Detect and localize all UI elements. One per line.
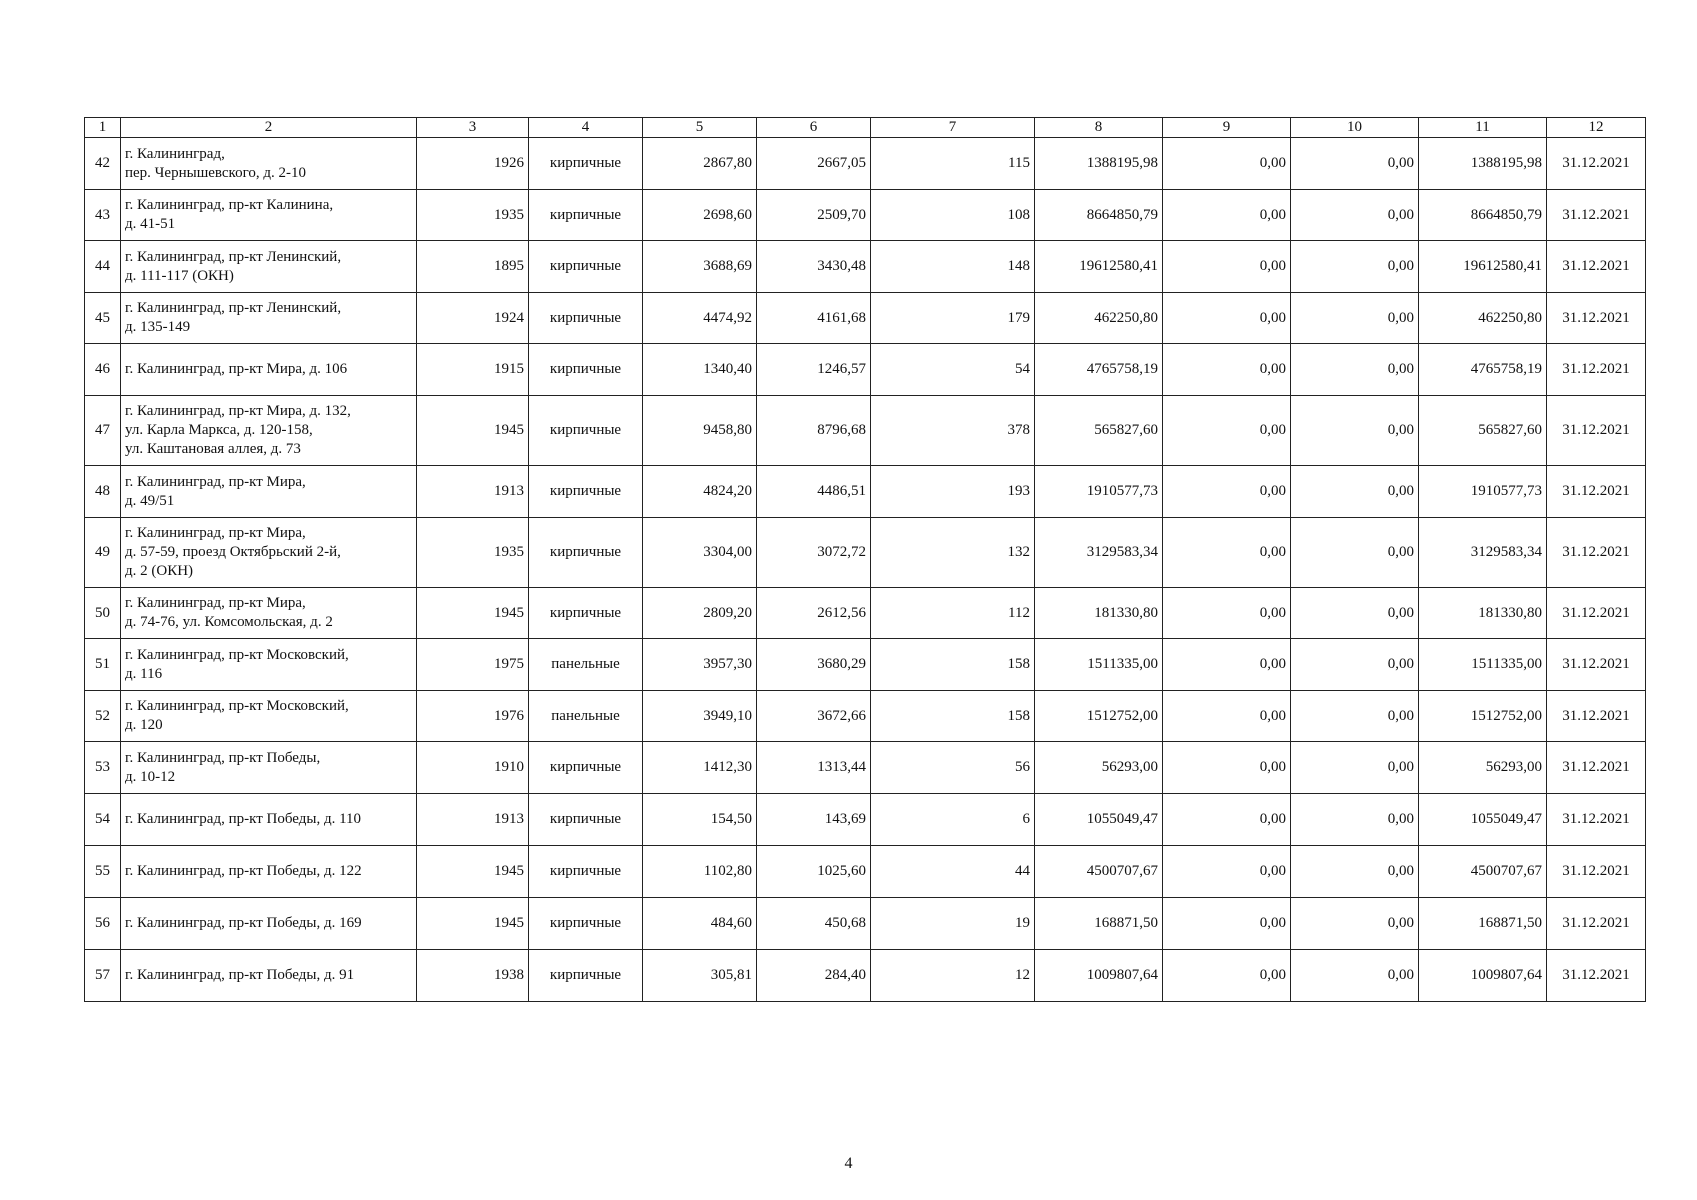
- date-cell: 31.12.2021: [1547, 794, 1646, 846]
- year-cell: 1935: [417, 190, 529, 241]
- count-cell: 6: [871, 794, 1035, 846]
- material-cell: кирпичные: [529, 950, 643, 1002]
- row-number-cell: 51: [85, 639, 121, 691]
- count-cell: 378: [871, 396, 1035, 466]
- amount-cell: 3129583,34: [1419, 518, 1547, 588]
- amount-cell: 0,00: [1163, 344, 1291, 396]
- material-cell: кирпичные: [529, 190, 643, 241]
- address-cell: г. Калининград, пр-кт Московский, д. 120: [121, 691, 417, 742]
- year-cell: 1945: [417, 396, 529, 466]
- amount-cell: 0,00: [1291, 466, 1419, 518]
- material-cell: кирпичные: [529, 396, 643, 466]
- amount-cell: 1910577,73: [1419, 466, 1547, 518]
- column-header: 2: [121, 118, 417, 138]
- date-cell: 31.12.2021: [1547, 742, 1646, 794]
- amount-cell: 0,00: [1163, 241, 1291, 293]
- column-header: 12: [1547, 118, 1646, 138]
- area-cell: 2612,56: [757, 588, 871, 639]
- count-cell: 56: [871, 742, 1035, 794]
- amount-cell: 0,00: [1291, 898, 1419, 950]
- area-cell: 3430,48: [757, 241, 871, 293]
- amount-cell: 1511335,00: [1419, 639, 1547, 691]
- date-cell: 31.12.2021: [1547, 898, 1646, 950]
- column-header: 1: [85, 118, 121, 138]
- address-cell: г. Калининград, пр-кт Мира, д. 132, ул. Карла Маркса, д. 120-158, ул. Каштановая аллея, д. 73: [121, 396, 417, 466]
- date-cell: 31.12.2021: [1547, 138, 1646, 190]
- area-cell: 284,40: [757, 950, 871, 1002]
- amount-cell: 0,00: [1291, 138, 1419, 190]
- table-row: [85, 293, 1646, 344]
- year-cell: 1976: [417, 691, 529, 742]
- amount-cell: 0,00: [1291, 396, 1419, 466]
- area-cell: 4486,51: [757, 466, 871, 518]
- amount-cell: 4500707,67: [1419, 846, 1547, 898]
- amount-cell: 1512752,00: [1419, 691, 1547, 742]
- date-cell: 31.12.2021: [1547, 241, 1646, 293]
- amount-cell: 0,00: [1163, 588, 1291, 639]
- amount-cell: 0,00: [1291, 190, 1419, 241]
- amount-cell: 0,00: [1163, 846, 1291, 898]
- area-cell: 1246,57: [757, 344, 871, 396]
- material-cell: кирпичные: [529, 846, 643, 898]
- area-cell: 3672,66: [757, 691, 871, 742]
- table-row: [85, 691, 1646, 742]
- amount-cell: 0,00: [1291, 691, 1419, 742]
- year-cell: 1975: [417, 639, 529, 691]
- amount-cell: 0,00: [1163, 293, 1291, 344]
- area-cell: 2809,20: [643, 588, 757, 639]
- address-cell: г. Калининград, пр-кт Ленинский, д. 135-149: [121, 293, 417, 344]
- area-cell: 1313,44: [757, 742, 871, 794]
- amount-cell: 1511335,00: [1035, 639, 1163, 691]
- table-body: [85, 138, 1646, 1002]
- count-cell: 148: [871, 241, 1035, 293]
- area-cell: 3688,69: [643, 241, 757, 293]
- material-cell: панельные: [529, 691, 643, 742]
- amount-cell: 0,00: [1163, 466, 1291, 518]
- material-cell: панельные: [529, 639, 643, 691]
- address-cell: г. Калининград, пр-кт Победы, д. 91: [121, 950, 417, 1002]
- area-cell: 1340,40: [643, 344, 757, 396]
- amount-cell: 4765758,19: [1035, 344, 1163, 396]
- amount-cell: 0,00: [1163, 190, 1291, 241]
- address-cell: г. Калининград, пр-кт Ленинский, д. 111-117 (ОКН): [121, 241, 417, 293]
- table-row: [85, 742, 1646, 794]
- amount-cell: 0,00: [1163, 518, 1291, 588]
- area-cell: 4161,68: [757, 293, 871, 344]
- year-cell: 1910: [417, 742, 529, 794]
- amount-cell: 0,00: [1291, 950, 1419, 1002]
- amount-cell: 0,00: [1291, 639, 1419, 691]
- amount-cell: 4765758,19: [1419, 344, 1547, 396]
- housing-table: [84, 117, 1646, 1002]
- year-cell: 1924: [417, 293, 529, 344]
- table-row: [85, 950, 1646, 1002]
- year-cell: 1945: [417, 588, 529, 639]
- amount-cell: 4500707,67: [1035, 846, 1163, 898]
- area-cell: 3949,10: [643, 691, 757, 742]
- area-cell: 143,69: [757, 794, 871, 846]
- row-number-cell: 56: [85, 898, 121, 950]
- year-cell: 1935: [417, 518, 529, 588]
- amount-cell: 8664850,79: [1035, 190, 1163, 241]
- year-cell: 1913: [417, 466, 529, 518]
- table-row: [85, 639, 1646, 691]
- column-header: 10: [1291, 118, 1419, 138]
- amount-cell: 168871,50: [1035, 898, 1163, 950]
- area-cell: 9458,80: [643, 396, 757, 466]
- amount-cell: 565827,60: [1419, 396, 1547, 466]
- amount-cell: 0,00: [1163, 742, 1291, 794]
- row-number-cell: 47: [85, 396, 121, 466]
- row-number-cell: 48: [85, 466, 121, 518]
- count-cell: 158: [871, 639, 1035, 691]
- amount-cell: 56293,00: [1035, 742, 1163, 794]
- area-cell: 1102,80: [643, 846, 757, 898]
- row-number-cell: 45: [85, 293, 121, 344]
- material-cell: кирпичные: [529, 588, 643, 639]
- row-number-cell: 55: [85, 846, 121, 898]
- amount-cell: 1055049,47: [1035, 794, 1163, 846]
- amount-cell: 0,00: [1291, 518, 1419, 588]
- column-header: 6: [757, 118, 871, 138]
- amount-cell: 181330,80: [1035, 588, 1163, 639]
- amount-cell: 1055049,47: [1419, 794, 1547, 846]
- year-cell: 1926: [417, 138, 529, 190]
- table-row: [85, 898, 1646, 950]
- material-cell: кирпичные: [529, 794, 643, 846]
- row-number-cell: 43: [85, 190, 121, 241]
- row-number-cell: 42: [85, 138, 121, 190]
- count-cell: 19: [871, 898, 1035, 950]
- table-row: [85, 241, 1646, 293]
- area-cell: 3957,30: [643, 639, 757, 691]
- table-row: [85, 518, 1646, 588]
- row-number-cell: 54: [85, 794, 121, 846]
- count-cell: 132: [871, 518, 1035, 588]
- column-header: 5: [643, 118, 757, 138]
- amount-cell: 181330,80: [1419, 588, 1547, 639]
- amount-cell: 19612580,41: [1419, 241, 1547, 293]
- amount-cell: 462250,80: [1035, 293, 1163, 344]
- header-row: [85, 118, 1646, 138]
- amount-cell: 0,00: [1163, 898, 1291, 950]
- address-cell: г. Калининград, пр-кт Победы, д. 169: [121, 898, 417, 950]
- count-cell: 193: [871, 466, 1035, 518]
- date-cell: 31.12.2021: [1547, 639, 1646, 691]
- area-cell: 2867,80: [643, 138, 757, 190]
- amount-cell: 0,00: [1163, 950, 1291, 1002]
- amount-cell: 0,00: [1291, 846, 1419, 898]
- date-cell: 31.12.2021: [1547, 293, 1646, 344]
- area-cell: 3680,29: [757, 639, 871, 691]
- area-cell: 484,60: [643, 898, 757, 950]
- address-cell: г. Калининград, пр-кт Мира, д. 57-59, проезд Октябрьский 2-й, д. 2 (ОКН): [121, 518, 417, 588]
- amount-cell: 0,00: [1163, 691, 1291, 742]
- date-cell: 31.12.2021: [1547, 190, 1646, 241]
- material-cell: кирпичные: [529, 293, 643, 344]
- column-header: 4: [529, 118, 643, 138]
- table-row: [85, 846, 1646, 898]
- area-cell: 2509,70: [757, 190, 871, 241]
- address-cell: г. Калининград, пр-кт Победы, д. 110: [121, 794, 417, 846]
- area-cell: 2698,60: [643, 190, 757, 241]
- amount-cell: 19612580,41: [1035, 241, 1163, 293]
- amount-cell: 565827,60: [1035, 396, 1163, 466]
- address-cell: г. Калининград, пер. Чернышевского, д. 2-10: [121, 138, 417, 190]
- address-cell: г. Калининград, пр-кт Мира, д. 49/51: [121, 466, 417, 518]
- count-cell: 112: [871, 588, 1035, 639]
- amount-cell: 0,00: [1163, 138, 1291, 190]
- column-header: 7: [871, 118, 1035, 138]
- area-cell: 1025,60: [757, 846, 871, 898]
- material-cell: кирпичные: [529, 898, 643, 950]
- amount-cell: 1388195,98: [1419, 138, 1547, 190]
- amount-cell: 0,00: [1291, 742, 1419, 794]
- count-cell: 44: [871, 846, 1035, 898]
- amount-cell: 1910577,73: [1035, 466, 1163, 518]
- row-number-cell: 53: [85, 742, 121, 794]
- date-cell: 31.12.2021: [1547, 466, 1646, 518]
- amount-cell: 0,00: [1291, 588, 1419, 639]
- year-cell: 1895: [417, 241, 529, 293]
- amount-cell: 0,00: [1291, 344, 1419, 396]
- date-cell: 31.12.2021: [1547, 518, 1646, 588]
- row-number-cell: 50: [85, 588, 121, 639]
- date-cell: 31.12.2021: [1547, 396, 1646, 466]
- address-cell: г. Калининград, пр-кт Мира, д. 106: [121, 344, 417, 396]
- amount-cell: 1009807,64: [1035, 950, 1163, 1002]
- area-cell: 450,68: [757, 898, 871, 950]
- area-cell: 3072,72: [757, 518, 871, 588]
- amount-cell: 168871,50: [1419, 898, 1547, 950]
- amount-cell: 1009807,64: [1419, 950, 1547, 1002]
- count-cell: 179: [871, 293, 1035, 344]
- amount-cell: 3129583,34: [1035, 518, 1163, 588]
- amount-cell: 0,00: [1163, 794, 1291, 846]
- material-cell: кирпичные: [529, 466, 643, 518]
- amount-cell: 0,00: [1291, 241, 1419, 293]
- column-header: 9: [1163, 118, 1291, 138]
- count-cell: 115: [871, 138, 1035, 190]
- material-cell: кирпичные: [529, 241, 643, 293]
- area-cell: 4824,20: [643, 466, 757, 518]
- amount-cell: 1388195,98: [1035, 138, 1163, 190]
- page-number: 4: [844, 1155, 853, 1172]
- table-row: [85, 396, 1646, 466]
- year-cell: 1938: [417, 950, 529, 1002]
- date-cell: 31.12.2021: [1547, 846, 1646, 898]
- amount-cell: 56293,00: [1419, 742, 1547, 794]
- year-cell: 1945: [417, 846, 529, 898]
- date-cell: 31.12.2021: [1547, 588, 1646, 639]
- row-number-cell: 52: [85, 691, 121, 742]
- area-cell: 1412,30: [643, 742, 757, 794]
- area-cell: 8796,68: [757, 396, 871, 466]
- year-cell: 1945: [417, 898, 529, 950]
- address-cell: г. Калининград, пр-кт Мира, д. 74-76, ул. Комсомольская, д. 2: [121, 588, 417, 639]
- date-cell: 31.12.2021: [1547, 344, 1646, 396]
- area-cell: 305,81: [643, 950, 757, 1002]
- area-cell: 4474,92: [643, 293, 757, 344]
- amount-cell: 462250,80: [1419, 293, 1547, 344]
- amount-cell: 0,00: [1163, 396, 1291, 466]
- date-cell: 31.12.2021: [1547, 691, 1646, 742]
- row-number-cell: 49: [85, 518, 121, 588]
- address-cell: г. Калининград, пр-кт Победы, д. 122: [121, 846, 417, 898]
- material-cell: кирпичные: [529, 518, 643, 588]
- material-cell: кирпичные: [529, 138, 643, 190]
- count-cell: 12: [871, 950, 1035, 1002]
- amount-cell: 0,00: [1291, 293, 1419, 344]
- material-cell: кирпичные: [529, 742, 643, 794]
- table-row: [85, 794, 1646, 846]
- address-cell: г. Калининград, пр-кт Калинина, д. 41-51: [121, 190, 417, 241]
- amount-cell: 0,00: [1163, 639, 1291, 691]
- table-row: [85, 138, 1646, 190]
- table-row: [85, 190, 1646, 241]
- amount-cell: 0,00: [1291, 794, 1419, 846]
- row-number-cell: 57: [85, 950, 121, 1002]
- table-row: [85, 344, 1646, 396]
- material-cell: кирпичные: [529, 344, 643, 396]
- area-cell: 3304,00: [643, 518, 757, 588]
- table-row: [85, 466, 1646, 518]
- count-cell: 158: [871, 691, 1035, 742]
- column-header: 3: [417, 118, 529, 138]
- count-cell: 54: [871, 344, 1035, 396]
- table-row: [85, 588, 1646, 639]
- amount-cell: 1512752,00: [1035, 691, 1163, 742]
- date-cell: 31.12.2021: [1547, 950, 1646, 1002]
- area-cell: 2667,05: [757, 138, 871, 190]
- column-header: 8: [1035, 118, 1163, 138]
- year-cell: 1915: [417, 344, 529, 396]
- area-cell: 154,50: [643, 794, 757, 846]
- address-cell: г. Калининград, пр-кт Победы, д. 10-12: [121, 742, 417, 794]
- amount-cell: 8664850,79: [1419, 190, 1547, 241]
- address-cell: г. Калининград, пр-кт Московский, д. 116: [121, 639, 417, 691]
- count-cell: 108: [871, 190, 1035, 241]
- row-number-cell: 46: [85, 344, 121, 396]
- year-cell: 1913: [417, 794, 529, 846]
- column-header: 11: [1419, 118, 1547, 138]
- row-number-cell: 44: [85, 241, 121, 293]
